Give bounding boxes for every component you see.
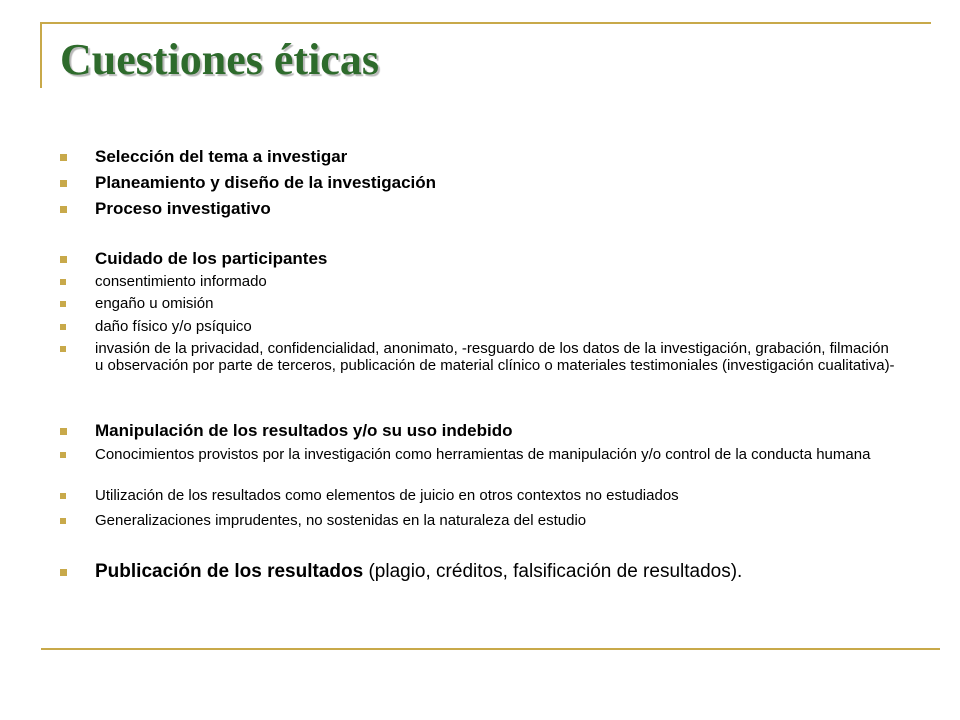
square-bullet-icon [60, 346, 66, 352]
bottom-rule [41, 648, 940, 650]
bullet-text: Proceso investigativo [95, 199, 271, 218]
left-rule [40, 22, 42, 88]
bullet-text: Cuidado de los participantes [95, 249, 328, 268]
square-bullet-icon [60, 428, 67, 435]
bullet-text: consentimiento informado [95, 273, 267, 290]
slide-title: Cuestiones éticas [60, 35, 379, 84]
square-bullet-icon [60, 518, 66, 524]
square-bullet-icon [60, 206, 67, 213]
square-bullet-icon [60, 256, 67, 263]
bullet-text-note: (plagio, créditos, falsificación de resultados). [363, 561, 743, 582]
bullet-text: engaño u omisión [95, 295, 214, 312]
bullet-text: Selección del tema a investigar [95, 147, 348, 166]
square-bullet-icon [60, 452, 66, 458]
bullet-text: Conocimientos provistos por la investigación como herramientas de manipulación y/o control de la conducta humana [95, 446, 871, 463]
bullet-text: invasión de la privacidad, confidencialidad, anonimato, -resguardo de los datos de la investigación, grabación, filmación u observación por parte de terceros, publicación de material clínico o materiales testimoniales (investigación cualitativa)- [95, 340, 895, 374]
square-bullet-icon [60, 180, 67, 187]
bullet-text-bold: Publicación de los resultados [95, 561, 364, 582]
bullet-text [95, 560, 900, 584]
bullet-text: Generalizaciones imprudentes, no sostenidas en la naturaleza del estudio [95, 512, 587, 529]
square-bullet-icon [60, 279, 66, 285]
square-bullet-icon [60, 569, 67, 576]
square-bullet-icon [60, 493, 66, 499]
bullet-text: Manipulación de los resultados y/o su uso indebido [95, 421, 513, 440]
bullet-text: Utilización de los resultados como elementos de juicio en otros contextos no estudiados [95, 487, 679, 504]
bullet-text: Planeamiento y diseño de la investigación [95, 173, 437, 192]
square-bullet-icon [60, 324, 66, 330]
top-rule [40, 22, 931, 24]
bullet-text: daño físico y/o psíquico [95, 318, 252, 335]
square-bullet-icon [60, 154, 67, 161]
square-bullet-icon [60, 301, 66, 307]
